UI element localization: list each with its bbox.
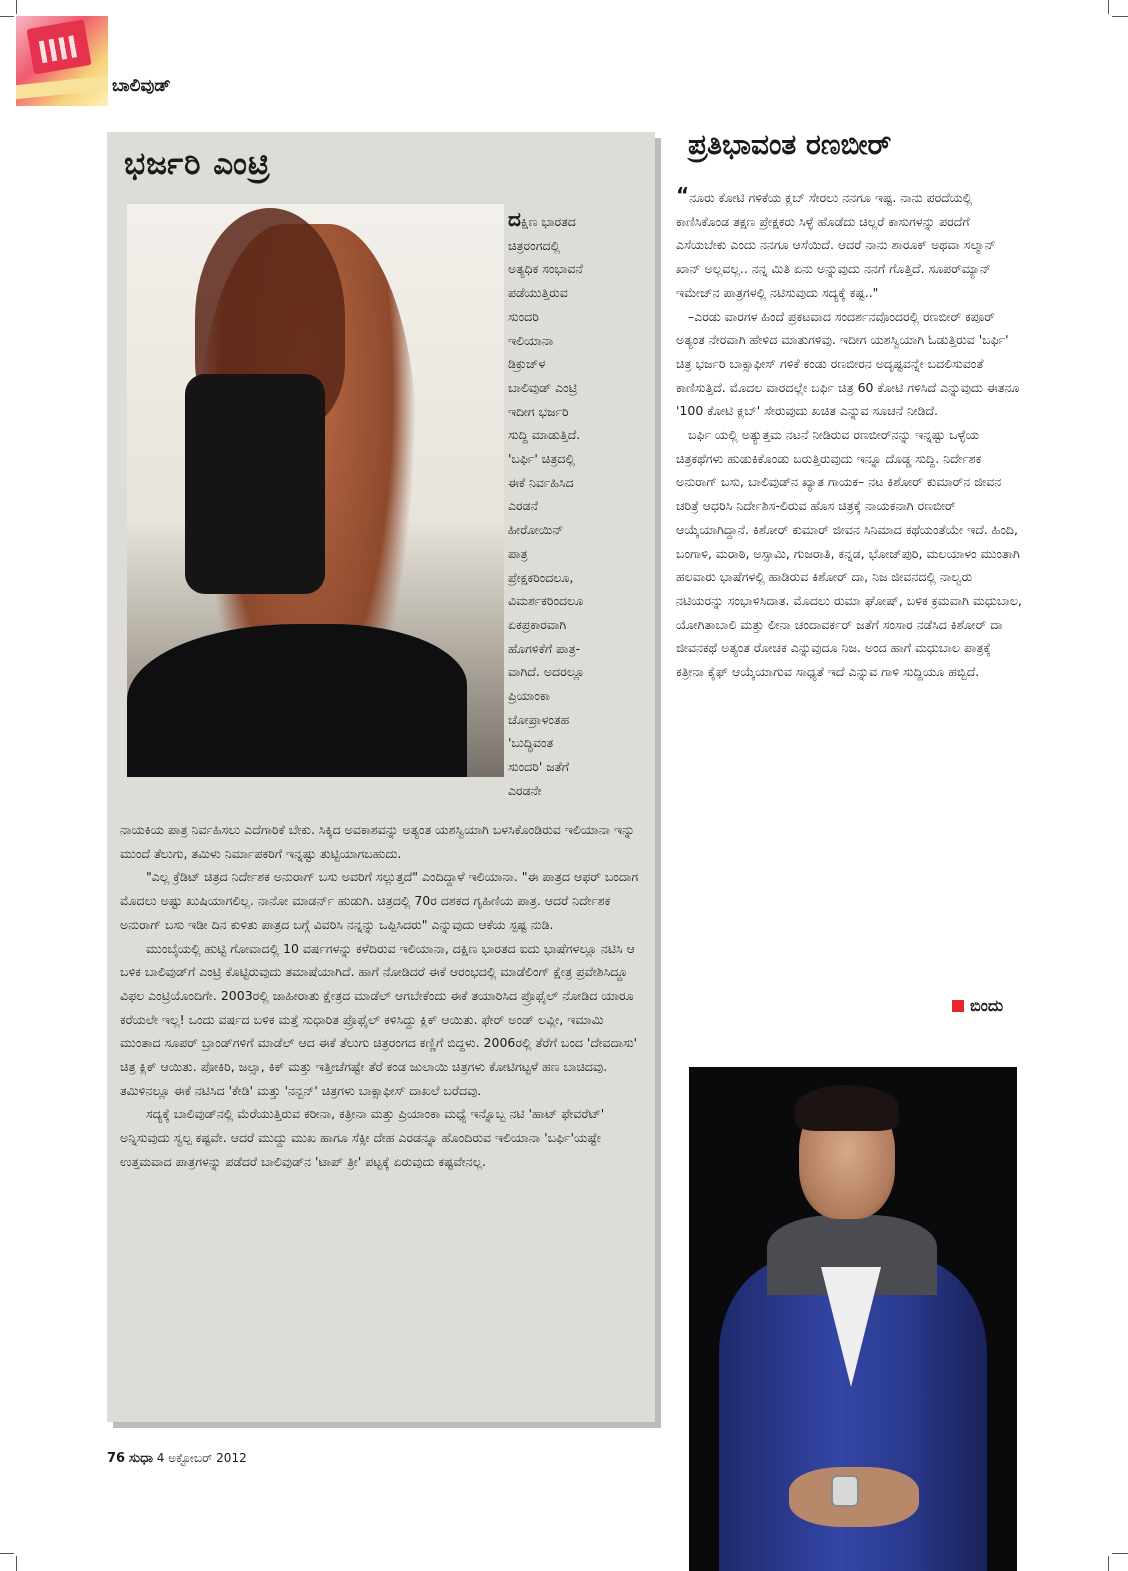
issue-date: 4 ಅಕ್ಟೋಬರ್ 2012 — [156, 1451, 247, 1465]
page-number: 76 — [107, 1451, 126, 1466]
page-footer — [107, 1451, 247, 1466]
quote-text: ನೂರು ಕೋಟಿ ಗಳಿಕೆಯ ಕ್ಲಬ್ ಸೇರಲು ನನಗೂ ಇಷ್ಟ. ನಾನು ಪರದೆಯಲ್ಲಿ ಕಾಣಿಸಿಕೊಂಡ ತಕ್ಷಣ ಪ್ರೇಕ್ಷಕರು ಸಿಳ್ಳೆ ಹೊಡೆದು ಚಿಲ್ಲರೆ ಕಾಸುಗಳನ್ನು ಪರದೆಗೆ ಎಸೆಯಬೇಕು ಎಂದು ನನಗೂ ಆಸೆಯಿದೆ. ಆದರೆ ನಾನು ಶಾರೂಕ್ ಅಥವಾ ಸಲ್ಮಾನ್ ಖಾನ್ ಅಲ್ಲವಲ್ಲ.. ನನ್ನ ಮಿತಿ ಏನು ಅನ್ನುವುದು ನನಗೆ ಗೊತ್ತಿದೆ. ಸೂಪರ್‌ಮ್ಯಾನ್ ಇಮೇಜ್‌ನ ಪಾತ್ರಗಳಲ್ಲಿ ನಟಿಸುವುದು ಸದ್ಯಕ್ಕೆ ಕಷ್ಟ.." — [676, 190, 996, 300]
column-line: ಪಾತ್ರ — [508, 545, 528, 561]
ileana-photo — [127, 204, 504, 777]
crop-mark-br-v — [1108, 1556, 1109, 1571]
byline-author: ಬಿಂದು — [970, 996, 1004, 1015]
column-line: ಅತ್ಯಧಿಕ ಸಂಭಾವನೆ — [508, 261, 583, 277]
byline-square-icon — [952, 1000, 964, 1012]
right-article-body — [676, 183, 1022, 684]
first-line-rest: ಕ್ಷಿಣ ಭಾರತದ — [520, 214, 576, 229]
column-line: ಎರಡನೆ — [508, 498, 539, 514]
right-article-headline: ಪ್ರತಿಭಾವಂತ ರಣಬೀರ್ — [688, 128, 892, 161]
dropcap: ದ — [508, 207, 521, 231]
byline — [952, 996, 1003, 1016]
body-paragraph: ಸದ್ಯಕ್ಕೆ ಬಾಲಿವುಡ್‌ನಲ್ಲಿ ಮೆರೆಯುತ್ತಿರುವ ಕರೀನಾ, ಕತ್ರೀನಾ ಮತ್ತು ಪ್ರಿಯಾಂಕಾ ಮಧ್ಯೆ ಇನ್ನೊಬ್ಬ ನಟಿ 'ಹಾಟ್ ಫೇವರೆಟ್' ಅನ್ನಿಸುವುದು ಸ್ವಲ್ಪ ಕಷ್ಟವೇ. ಆದರೆ ಮುದ್ದು ಮುಖ ಹಾಗೂ ಸೆಕ್ಸೀ ದೇಹ ಎರಡನ್ನೂ ಹೊಂದಿರುವ ಇಲಿಯಾನಾ 'ಬರ್ಫಿ'ಯಷ್ಟೇ ಉತ್ತಮವಾದ ಪಾತ್ರಗಳನ್ನು ಪಡೆದರೆ ಬಾಲಿವುಡ್‌ನ 'ಟಾಪ್ ತ್ರೀ' ಪಟ್ಟಕ್ಕೆ ಏರುವುದು ಕಷ್ಟವೇನಲ್ಲ. — [120, 1106, 605, 1169]
column-line: ಹೊಗಳಿಕೆಗೆ ಪಾತ್ರ- — [508, 640, 581, 656]
magazine-name: ಸುಧಾ — [128, 1451, 153, 1466]
column-line: ಡಿಕ್ರುಜ್‌ಳ — [508, 356, 546, 372]
body-paragraph: ಮುಂಬೈಯಲ್ಲಿ ಹುಟ್ಟಿ ಗೋವಾದಲ್ಲಿ 10 ವರ್ಷಗಳನ್ನು ಕಳೆದಿರುವ ಇಲಿಯಾನಾ, ದಕ್ಷಿಣ ಭಾರತದ ಐದು ಭಾಷೆಗಳಲ್ಲೂ ನಟಿಸಿ ಆ ಬಳಿಕ ಬಾಲಿವುಡ್‌ಗೆ ಎಂಟ್ರಿ ಕೊಟ್ಟಿರುವುದು ತಮಾಷೆಯಾಗಿದೆ. ಹಾಗೆ ನೋಡಿದರೆ ಈಕೆ ಆರಂಭದಲ್ಲಿ ಮಾಡೆಲಿಂಗ್ ಕ್ಷೇತ್ರ ಪ್ರವೇಶಿಸಿದ್ದೂ ವಿಫಲ ಎಂಟ್ರಿಯೊಂದಿಗೇ. 2003ರಲ್ಲಿ ಜಾಹೀರಾತು ಕ್ಷೇತ್ರದ ಮಾಡೆಲ್ ಆಗಬೇಕೆಂದು ಈಕೆ ತಯಾರಿಸಿದ ಪ್ರೊಫೈಲ್ ನೋಡಿದ ಯಾರೂ ಕರೆಯಲೇ ಇಲ್ಲ! ಒಂದು ವರ್ಷದ ಬಳಿಕ ಮತ್ತೆ ಸುಧಾರಿತ ಪ್ರೊಫೈಲ್ ಕಳಿಸಿದ್ದು ಕ್ಲಿಕ್ ಆಯಿತು. ಫೇರ್ ಅಂಡ್ ಲವ್ಲೀ, ಇಮಾಮಿ ಮುಂತಾದ ಸೂಪರ್ ಬ್ರಾಂಡ್‌ಗಳಿಗೆ ಮಾಡೆಲ್ ಆದ ಈಕೆ ತೆಲುಗು ಚಿತ್ರರಂಗದ ಕಣ್ಣಿಗೆ ಬಿದ್ದಳು. 2006ರಲ್ಲಿ ತೆರೆಗೆ ಬಂದ 'ದೇವದಾಸು' ಚಿತ್ರ ಕ್ಲಿಕ್ ಆಯಿತು. ಪೋಕಿರಿ, ಜಲ್ಸಾ, ಕಿಕ್ ಮತ್ತು ಇತ್ತೀಚೆಗಷ್ಟೇ ತೆರೆ ಕಂಡ ಜುಲಾಯಿ ಚಿತ್ರಗಳು ಕೋಟಿಗಟ್ಟಳೆ ಹಣ ಬಾಚಿದವು. ತಮಿಳಿನಲ್ಲೂ ಈಕೆ ನಟಿಸಿದ 'ಕೇಡಿ' ಮತ್ತು 'ನನ್ಬನ್' ಚಿತ್ರಗಳು ಬಾಕ್ಸಾಫೀಸ್ ದಾಖಲೆ ಬರೆದವು. — [120, 940, 638, 1098]
column-line: ಸುಂದರಿ' ಜತೆಗೆ — [508, 759, 570, 775]
body-paragraph: ಬರ್ಫಿ ಯಲ್ಲಿ ಅತ್ಯುತ್ತಮ ನಟನೆ ನೀಡಿರುವ ರಣಬೀರ್‌ನನ್ನು ಇನ್ನಷ್ಟು ಒಳ್ಳೆಯ ಚಿತ್ರಕಥೆಗಳು ಹುಡುಕಿಕೊಂಡು ಬರುತ್ತಿರುವುದು ಇನ್ನೂ ದೊಡ್ಡ ಸುದ್ದಿ. ನಿರ್ದೇಶಕ ಅನುರಾಗ್ ಬಸು, ಬಾಲಿವುಡ್‌ನ ಖ್ಯಾತ ಗಾಯಕ– ನಟ ಕಿಶೋರ್ ಕುಮಾರ್‌ನ ಜೀವನ ಚರಿತ್ರೆ ಆಧರಿಸಿ ನಿರ್ದೇಶಿಸ-ಲಿರುವ ಹೊಸ ಚಿತ್ರಕ್ಕೆ ನಾಯಕನಾಗಿ ರಣಬೀರ್ ಆಯ್ಕೆಯಾಗಿದ್ದಾನೆ. ಕಿಶೋರ್ ಕುಮಾರ್ ಜೀವನ ಸಿನಿಮಾದ ಕಥೆಯಂತೆಯೇ ಇದೆ. ಹಿಂದಿ, ಬಂಗಾಳಿ, ಮರಾಠಿ, ಅಸ್ಸಾಮಿ, ಗುಜರಾತಿ, ಕನ್ನಡ, ಭೋಜ್‌ಪುರಿ, ಮಲಯಾಳಂ ಮುಂತಾಗಿ ಹಲವಾರು ಭಾಷೆಗಳಲ್ಲಿ ಹಾಡಿರುವ ಕಿಶೋರ್ ದಾ, ನಿಜ ಜೀವನದಲ್ಲಿ ನಾಲ್ವರು ನಟಿಯರನ್ನು ಸಂಭಾಳಿಸಿದಾತ. ಮೊದಲು ರುಮಾ ಘೋಷ್, ಬಳಿಕ ಕ್ರಮವಾಗಿ ಮಧುಬಾಲ, ಯೋಗಿತಾಬಾಲಿ ಮತ್ತು ಲೀನಾ ಚಂದಾವರ್ಕರ್ ಜತೆಗೆ ಸಂಸಾರ ನಡೆಸಿದ ಕಿಶೋರ್ ದಾ ಜೀವನಕಥೆ ಅತ್ಯಂತ ರೋಚಕ ಎನ್ನುವುದೂ ನಿಜ. ಅಂದ ಹಾಗೆ ಮಧುಬಾಲ ಪಾತ್ರಕ್ಕೆ ಕತ್ರೀನಾ ಕೈಫ್ ಆಯ್ಕೆಯಾಗುವ ಸಾಧ್ಯತೆ ಇದೆ ಎನ್ನುವ ಗಾಳಿ ಸುದ್ದಿಯೂ ಹಬ್ಬಿದೆ. — [676, 427, 1022, 680]
crop-mark-tl-v — [16, 0, 17, 14]
column-line: ಪ್ರೇಕ್ಷಕರಿಂದಲೂ, — [508, 569, 574, 585]
left-article-headline: ಭರ್ಜರಿ ಎಂಟ್ರಿ — [124, 146, 271, 182]
column-line: ಎರಡನೇ — [508, 782, 542, 798]
column-line: ಚಿತ್ರರಂಗದಲ್ಲಿ — [508, 237, 560, 253]
column-line: ಪಡೆಯುತ್ತಿರುವ — [508, 285, 568, 301]
body-paragraph: –ಎರಡು ವಾರಗಳ ಹಿಂದೆ ಪ್ರಕಟವಾದ ಸಂದರ್ಶನವೊಂದರಲ್ಲಿ ರಣಬೀರ್ ಕಪೂರ್ ಅತ್ಯಂತ ನೇರವಾಗಿ ಹೇಳಿದ ಮಾತುಗಳಿವು. ಇದೀಗ ಯಶಸ್ವಿಯಾಗಿ ಓಡುತ್ತಿರುವ 'ಬರ್ಫಿ' ಚಿತ್ರ ಭರ್ಜರಿ ಬಾಕ್ಸಾಫೀಸ್ ಗಳಿಕೆ ಕಂಡು ರಣಬೀರನ ಅದೃಷ್ಟವನ್ನೇ ಬದಲಿಸುವಂತೆ ಕಾಣಿಸುತ್ತಿದೆ. ಮೊದಲ ವಾರದಲ್ಲೇ ಬರ್ಫಿ ಚಿತ್ರ 60 ಕೋಟಿ ಗಳಿಸಿದೆ ಎನ್ನುವುದು ಈತನೂ '100 ಕೋಟಿ ಕ್ಲಬ್' ಸೇರುವುದು ಖಚಿತ ಎನ್ನುವ ಸೂಚನೆ ನೀಡಿದೆ. — [676, 308, 1020, 419]
crop-mark-bl-h — [0, 1553, 14, 1554]
section-title: ಬಾಲಿವುಡ್ — [112, 76, 171, 96]
column-line: ಚೋಪ್ರಾಳಂತಹ — [508, 711, 570, 727]
column-line: ಇದೀಗ ಭರ್ಜರಿ — [508, 403, 569, 419]
column-line: ಈಕೆ ನಿರ್ವಹಿಸಿದ — [508, 474, 574, 490]
crop-mark-tr-v — [1108, 0, 1109, 14]
film-strip-icon — [16, 16, 108, 106]
column-line: ಪ್ರಿಯಾಂಕಾ — [508, 688, 550, 704]
column-line: 'ಬರ್ಫಿ' ಚಿತ್ರದಲ್ಲಿ — [508, 451, 575, 467]
left-article-body — [120, 818, 648, 1174]
body-paragraph: "ಎಲ್ಲ ಕ್ರೆಡಿಟ್ ಚಿತ್ರದ ನಿರ್ದೇಶಕ ಅನುರಾಗ್ ಬಸು ಅವರಿಗೆ ಸಲ್ಲುತ್ತದೆ" ಎಂದಿದ್ದಾಳೆ ಇಲಿಯಾನಾ. "ಈ ಪಾತ್ರದ ಆಫರ್ ಬಂದಾಗ ಮೊದಲು ಅಷ್ಟು ಖುಷಿಯಾಗಲಿಲ್ಲ. ನಾನೋ ಮಾಡರ್ನ್ ಹುಡುಗಿ. ಚಿತ್ರದಲ್ಲಿ 70ರ ದಶಕದ ಗೃಹಿಣಿಯ ಪಾತ್ರ. ಆದರೆ ನಿರ್ದೇಶಕ ಅನುರಾಗ್ ಬಸು ಇಡೀ ದಿನ ಕುಳಿತು ಪಾತ್ರದ ಬಗ್ಗೆ ವಿವರಿಸಿ ನನ್ನನ್ನು ಒಪ್ಪಿಸಿದರು" ಎನ್ನುವುದು ಆಕೆಯ ಸ್ಪಷ್ಟ ನುಡಿ. — [120, 869, 639, 932]
column-line: ಸುದ್ದಿ ಮಾಡುತ್ತಿದೆ. — [508, 427, 581, 443]
crop-mark-bl-v — [16, 1556, 17, 1571]
crop-mark-tr-h — [1112, 16, 1128, 17]
body-paragraph — [676, 183, 1022, 305]
column-line: ಹೀರೋಯಿನ್ — [508, 522, 564, 538]
column-line: ಸುಂದರಿ — [508, 308, 539, 324]
column-line: ಏಕಪ್ರಕಾರವಾಗಿ — [508, 616, 567, 632]
left-article-first-line — [508, 208, 650, 234]
open-quote: “ — [676, 183, 690, 207]
column-line: 'ಬುದ್ಧಿವಂತ — [508, 735, 554, 751]
crop-mark-br-h — [1112, 1553, 1128, 1554]
column-line: ಇಲಿಯಾನಾ — [508, 332, 554, 348]
crop-mark-tl-h — [0, 16, 14, 17]
body-paragraph: ನಾಯಕಿಯ ಪಾತ್ರ ನಿರ್ವಹಿಸಲು ಎದೆಗಾರಿಕೆ ಬೇಕು. ಸಿಕ್ಕಿದ ಅವಕಾಶವನ್ನು ಅತ್ಯಂತ ಯಶಸ್ವಿಯಾಗಿ ಬಳಸಿಕೊಂಡಿರುವ ಇಲಿಯಾನಾ ಇನ್ನು ಮುಂದೆ ತೆಲುಗು, ತಮಿಳು ನಿರ್ಮಾಪಕರಿಗೆ ಇನ್ನಷ್ಟು ತುಟ್ಟಿಯಾಗಬಹುದು. — [120, 822, 635, 861]
ranbir-photo — [689, 1067, 1017, 1571]
column-line: ವಿಮರ್ಶಕರಿಂದಲೂ — [508, 593, 584, 609]
column-line: ವಾಗಿದೆ. ಅದರಲ್ಲೂ — [508, 664, 585, 680]
left-article-side-column — [508, 208, 650, 803]
column-line: ಬಾಲಿವುಡ್ ಎಂಟ್ರಿ — [508, 379, 578, 395]
